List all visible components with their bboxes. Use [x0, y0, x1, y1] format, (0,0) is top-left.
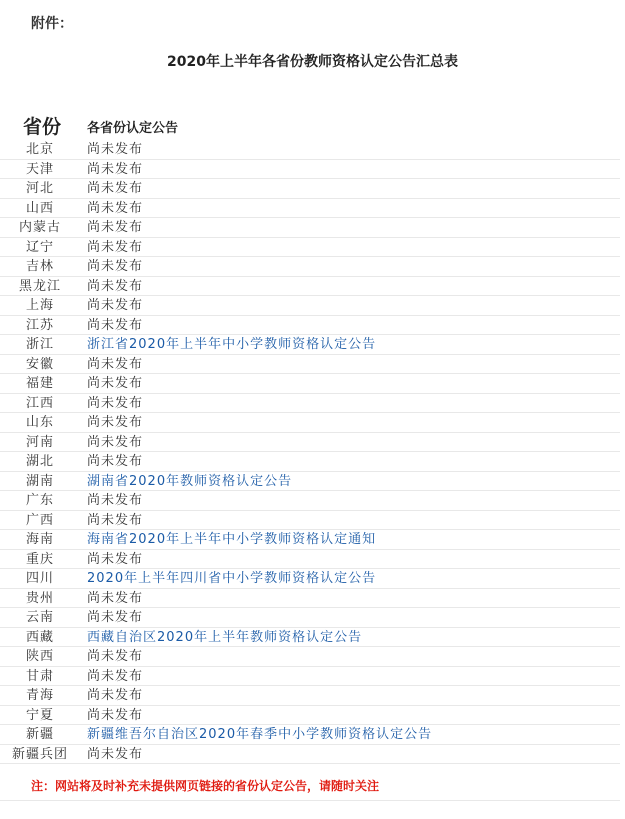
notice-status: 尚未发布 [87, 278, 144, 294]
table-row [0, 530, 620, 550]
table-row [0, 296, 620, 316]
table-row [0, 472, 620, 492]
notice-status: 尚未发布 [87, 493, 144, 508]
notice-status: 尚未发布 [87, 298, 144, 313]
province-name: 浙江 [25, 337, 54, 352]
table-row [0, 218, 620, 238]
table-row [0, 179, 620, 199]
table-row [0, 511, 620, 531]
province-name: 西藏 [25, 629, 54, 645]
province-name: 安徽 [25, 356, 54, 372]
notice-link[interactable]: 西藏自治区2020年上半年教师资格认定公告 [87, 629, 363, 645]
notice-status: 尚未发布 [87, 161, 144, 177]
province-name: 河北 [25, 181, 54, 196]
province-name: 上海 [25, 298, 54, 313]
province-name: 辽宁 [25, 239, 54, 255]
province-name: 江西 [25, 395, 54, 411]
notice-status: 尚未发布 [87, 610, 144, 625]
table-row [0, 140, 620, 160]
table-row [0, 277, 620, 297]
notice-status: 尚未发布 [87, 688, 144, 703]
province-name: 宁夏 [25, 707, 54, 723]
table-row [0, 238, 620, 258]
footnote: 注：网站将及时补充未提供网页链接的省份认定公告，请随时关注 [31, 779, 380, 793]
header-notice: 各省份认定公告 [87, 121, 179, 136]
notice-link[interactable]: 2020年上半年四川省中小学教师资格认定公告 [87, 571, 377, 586]
notice-status: 尚未发布 [87, 434, 144, 450]
table-row [0, 550, 620, 570]
table-row [0, 355, 620, 375]
notice-status: 尚未发布 [87, 200, 144, 216]
notice-status: 尚未发布 [87, 395, 144, 411]
province-name: 湖北 [25, 454, 54, 469]
province-name: 四川 [25, 571, 54, 586]
notice-link[interactable]: 湖南省2020年教师资格认定公告 [87, 473, 293, 489]
table-row [0, 335, 620, 355]
province-name: 天津 [25, 161, 54, 177]
table-row [0, 745, 620, 765]
table-row [0, 199, 620, 219]
header-province: 省份 [23, 116, 62, 138]
province-name: 内蒙古 [18, 220, 61, 235]
province-name: 陕西 [25, 649, 54, 664]
table-row [0, 608, 620, 628]
notice-status: 尚未发布 [87, 649, 144, 664]
notice-status: 尚未发布 [87, 454, 144, 469]
table-row [0, 569, 620, 589]
table-row [0, 647, 620, 667]
notice-link[interactable]: 海南省2020年上半年中小学教师资格认定通知 [87, 532, 377, 547]
table-row [0, 686, 620, 706]
table-row [0, 413, 620, 433]
table-row [0, 667, 620, 687]
notice-status: 尚未发布 [87, 746, 144, 762]
table-header [0, 114, 620, 140]
notice-status: 尚未发布 [87, 142, 144, 157]
province-name: 山东 [25, 415, 54, 430]
notice-status: 尚未发布 [87, 239, 144, 255]
province-name: 山西 [25, 200, 54, 216]
province-name: 河南 [25, 434, 54, 450]
table-row [0, 706, 620, 726]
table-row [0, 589, 620, 609]
province-name: 新疆 [25, 727, 54, 742]
notice-status: 尚未发布 [87, 259, 144, 274]
table-row [0, 491, 620, 511]
province-name: 广西 [25, 512, 54, 528]
province-name: 青海 [25, 688, 54, 703]
province-name: 北京 [25, 142, 54, 157]
province-name: 海南 [25, 532, 54, 547]
province-name: 广东 [25, 493, 54, 508]
notice-status: 尚未发布 [87, 668, 144, 684]
province-name: 重庆 [25, 551, 54, 567]
province-name: 吉林 [25, 259, 54, 274]
province-name: 福建 [25, 376, 54, 391]
table-row [0, 725, 620, 745]
notice-status: 尚未发布 [87, 551, 144, 567]
notice-status: 尚未发布 [87, 707, 144, 723]
notice-status: 尚未发布 [87, 376, 144, 391]
table-row [0, 316, 620, 336]
page-title: 2020年上半年各省份教师资格认定公告汇总表 [167, 54, 458, 70]
notice-status: 尚未发布 [87, 512, 144, 528]
table-row [0, 257, 620, 277]
notice-status: 尚未发布 [87, 356, 144, 372]
province-table [0, 140, 620, 764]
province-name: 新疆兵团 [11, 746, 68, 762]
province-name: 江苏 [25, 317, 54, 333]
table-row [0, 374, 620, 394]
table-row [0, 160, 620, 180]
province-name: 湖南 [25, 473, 54, 489]
notice-link[interactable]: 新疆维吾尔自治区2020年春季中小学教师资格认定公告 [87, 727, 433, 742]
notice-status: 尚未发布 [87, 415, 144, 430]
divider [0, 800, 620, 801]
province-name: 云南 [25, 610, 54, 625]
notice-status: 尚未发布 [87, 317, 144, 333]
table-row [0, 433, 620, 453]
table-row [0, 394, 620, 414]
notice-status: 尚未发布 [87, 220, 144, 235]
notice-status: 尚未发布 [87, 590, 144, 606]
notice-status: 尚未发布 [87, 181, 144, 196]
notice-link[interactable]: 浙江省2020年上半年中小学教师资格认定公告 [87, 337, 377, 352]
province-name: 贵州 [25, 590, 54, 606]
province-name: 甘肃 [25, 668, 54, 684]
attachment-label: 附件： [31, 16, 73, 32]
table-row [0, 452, 620, 472]
province-name: 黑龙江 [18, 278, 61, 294]
table-row [0, 628, 620, 648]
